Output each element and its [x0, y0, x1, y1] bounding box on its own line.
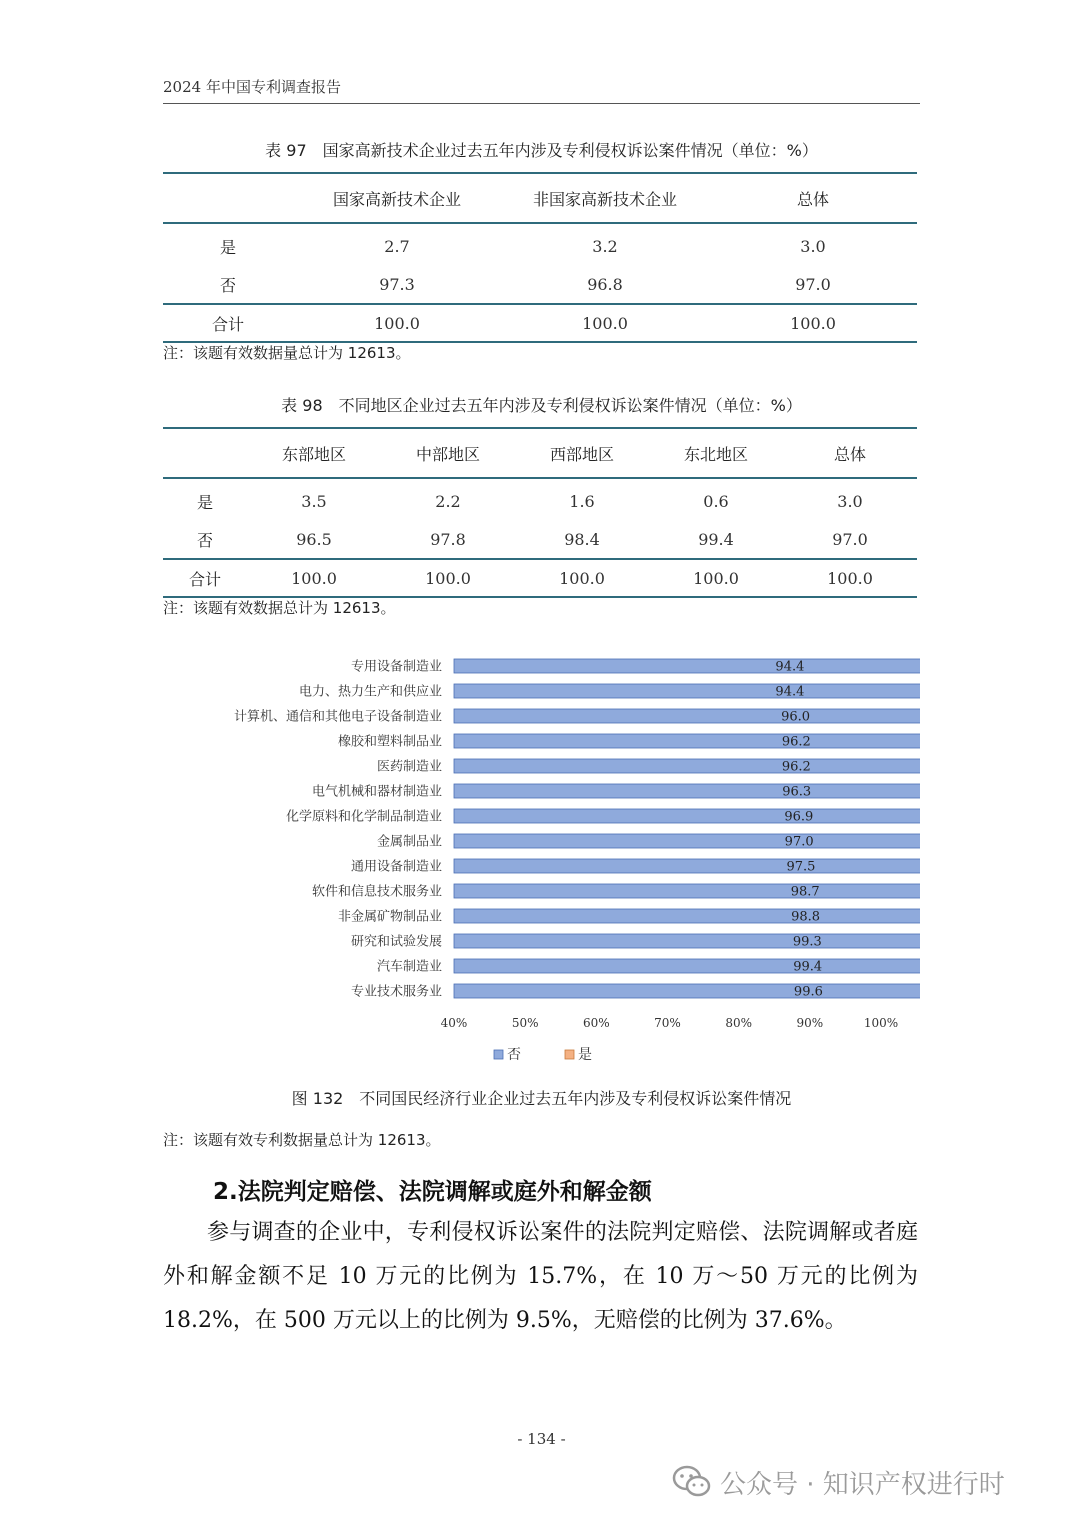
page-number: - 134 - [517, 1430, 566, 1448]
data-label-no: 99.3 [792, 934, 822, 950]
data-label-no: 96.9 [784, 809, 814, 825]
data-label-no: 94.4 [775, 684, 805, 700]
bar-no [454, 934, 920, 948]
row-label: 是 [219, 237, 236, 257]
category-label: 金属制品业 [376, 834, 442, 850]
column-header: 总体 [709, 173, 917, 223]
table-cell: 96.8 [587, 274, 623, 294]
bar-no [454, 659, 920, 673]
bar-no [454, 709, 920, 723]
row-label: 合计 [163, 304, 293, 342]
bar-no [454, 684, 920, 698]
category-label: 电力、热力生产和供应业 [298, 684, 442, 700]
watermark [672, 1462, 1005, 1502]
category-label: 计算机、通信和其他电子设备制造业 [233, 709, 442, 725]
bar-no [454, 884, 920, 898]
table-row [163, 478, 917, 520]
table-cell: 100.0 [515, 559, 649, 597]
bar-no [454, 909, 920, 923]
data-label-no: 97.0 [784, 834, 814, 850]
table-cell: 0.6 [703, 491, 729, 511]
table-cell: 3.5 [301, 491, 327, 511]
table-cell: 96.5 [296, 529, 332, 549]
table-cell: 100.0 [783, 559, 917, 597]
data-label-no: 99.6 [793, 984, 823, 1000]
table-cell: 3.0 [800, 236, 826, 256]
bar-no [454, 759, 920, 773]
column-header: 西部地区 [515, 428, 649, 478]
wechat-icon [672, 1464, 712, 1500]
data-label-no: 96.2 [781, 759, 811, 775]
column-header: 东北地区 [649, 428, 783, 478]
table-cell: 2.2 [435, 491, 461, 511]
category-label: 专业技术服务业 [350, 984, 442, 1000]
column-header: 总体 [783, 428, 917, 478]
figure-132-caption: 图 132 不同国民经济行业企业过去五年内涉及专利侵权诉讼案件情况 [291, 1089, 792, 1108]
category-label: 橡胶和塑料制品业 [337, 734, 442, 750]
column-header: 中部地区 [381, 428, 515, 478]
legend-swatch-no [494, 1050, 503, 1059]
column-header [163, 428, 247, 478]
table-cell: 3.2 [592, 236, 618, 256]
x-tick-label: 90% [796, 1016, 824, 1030]
table-97-note: 注：该题有效数据量总计为 12613。 [163, 344, 411, 362]
table-97 [163, 172, 917, 343]
category-label: 电气机械和器材制造业 [311, 784, 442, 800]
table-row [163, 520, 917, 559]
table-cell: 97.3 [379, 274, 415, 294]
section-title: 2.法院判定赔偿、法院调解或庭外和解金额 [213, 1179, 652, 1205]
table-cell: 99.4 [698, 529, 734, 549]
bar-no [454, 834, 920, 848]
data-label-no: 97.5 [786, 859, 816, 875]
row-label: 合计 [163, 559, 247, 597]
data-label-no: 98.7 [790, 884, 820, 900]
category-label: 研究和试验发展 [350, 934, 442, 950]
column-header: 国家高新技术企业 [293, 173, 501, 223]
column-header: 非国家高新技术企业 [501, 173, 709, 223]
figure-132-note: 注：该题有效专利数据量总计为 12613。 [163, 1131, 441, 1149]
table-cell: 100.0 [501, 304, 709, 342]
x-tick-label: 100% [863, 1016, 899, 1030]
table-row [163, 265, 917, 304]
table-cell: 97.8 [430, 529, 466, 549]
table-98-note: 注：该题有效数据总计为 12613。 [163, 599, 396, 617]
table-cell: 100.0 [293, 304, 501, 342]
data-label-no: 99.4 [793, 959, 823, 975]
x-tick-label: 50% [511, 1016, 539, 1030]
table-cell: 97.0 [795, 274, 831, 294]
category-label: 专用设备制造业 [350, 659, 442, 675]
table-cell: 100.0 [247, 559, 381, 597]
table-cell: 100.0 [709, 304, 917, 342]
data-label-no: 96.3 [782, 784, 812, 800]
bar-no [454, 959, 920, 973]
bar-no [454, 984, 920, 998]
data-label-no: 96.2 [781, 734, 811, 750]
row-label: 否 [219, 275, 236, 295]
table-cell: 97.0 [832, 529, 868, 549]
table-cell: 3.0 [837, 491, 863, 511]
column-header [163, 173, 293, 223]
body-paragraph: 参与调查的企业中，专利侵权诉讼案件的法院判定赔偿、法院调解或者庭外和解金额不足 10 万元的比例为 15.7%，在 10 万～50 万元的比例为 18.2%，在 500 万元以上的比例为 9.5%，无赔偿的比例为 37.6%。 [163, 1220, 918, 1333]
table-total-row [163, 304, 917, 342]
table-cell: 2.7 [384, 236, 410, 256]
table-cell: 100.0 [381, 559, 515, 597]
category-label: 医药制造业 [376, 759, 442, 775]
x-tick-label: 60% [582, 1016, 610, 1030]
legend-swatch-yes [565, 1050, 574, 1059]
table-header-row [163, 428, 917, 478]
table-cell: 1.6 [569, 491, 595, 511]
x-tick-label: 40% [440, 1016, 468, 1030]
row-label: 否 [196, 530, 213, 550]
x-tick-label: 70% [654, 1016, 681, 1030]
figure-132-chart [160, 648, 920, 1068]
bar-no [454, 784, 920, 798]
category-label: 汽车制造业 [376, 959, 442, 975]
legend-label-yes: 是 [578, 1047, 592, 1063]
data-label-no: 94.4 [775, 659, 805, 675]
table-header-row [163, 173, 917, 223]
bar-no [454, 859, 920, 873]
running-header: 2024 年中国专利调查报告 [163, 76, 920, 104]
x-tick-label: 80% [725, 1016, 753, 1030]
table-row [163, 223, 917, 265]
table-97-caption: 表 97 国家高新技术企业过去五年内涉及专利侵权诉讼案件情况（单位：%） [265, 141, 818, 160]
category-label: 非金属矿物制品业 [337, 909, 442, 925]
data-label-no: 98.8 [791, 909, 821, 925]
legend-label-no: 否 [507, 1047, 521, 1063]
table-cell: 100.0 [649, 559, 783, 597]
data-label-no: 96.0 [781, 709, 811, 725]
table-98 [163, 427, 917, 598]
bar-no [454, 809, 920, 823]
watermark-text: 公众号 · 知识产权进行时 [720, 1469, 1005, 1500]
bar-no [454, 734, 920, 748]
table-total-row [163, 559, 917, 597]
table-cell: 98.4 [564, 529, 600, 549]
category-label: 化学原料和化学制品制造业 [285, 809, 442, 825]
column-header: 东部地区 [247, 428, 381, 478]
row-label: 是 [196, 492, 213, 512]
category-label: 通用设备制造业 [350, 859, 442, 875]
table-98-caption: 表 98 不同地区企业过去五年内涉及专利侵权诉讼案件情况（单位：%） [281, 396, 802, 415]
category-label: 软件和信息技术服务业 [311, 884, 442, 900]
